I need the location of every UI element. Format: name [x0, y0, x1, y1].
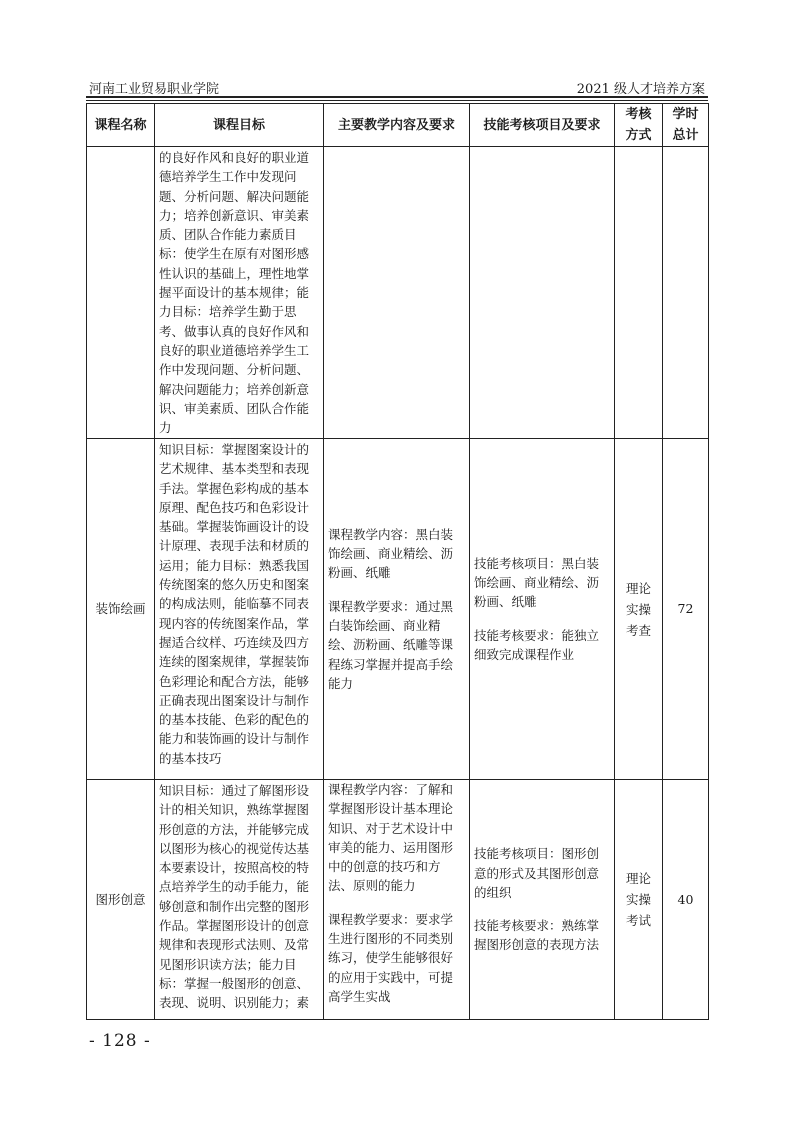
course-table	[86, 103, 709, 1020]
header-rule-thick	[86, 96, 708, 98]
header-rule-thin	[86, 100, 708, 101]
content-paragraph: 课程教学内容：黑白装饰绘画、商业精绘、沥粉画、纸雕	[328, 526, 454, 581]
paragraph-gap	[328, 896, 465, 910]
requirement-paragraph: 课程教学要求：要求学生进行图形的不同类别练习，使学生能够很好的应用于实践中，可提高学生实战	[328, 911, 454, 1004]
col-header-course-name: 课程名称	[87, 104, 155, 147]
content-cell	[324, 439, 470, 780]
hours-cell	[663, 147, 709, 439]
table-header-row	[87, 104, 709, 147]
col-header-content: 主要教学内容及要求	[324, 104, 470, 147]
skill-cell	[470, 147, 615, 439]
header-school-name: 河南工业贸易职业学院	[89, 82, 220, 97]
skill-cell	[470, 439, 615, 780]
course-name-cell: 装饰绘画	[87, 439, 155, 780]
col-header-assessment-mode: 考核方式	[615, 104, 663, 147]
course-goal-cell: 的良好作风和良好的职业道德培养学生工作中发现问题、分析问题、解决问题能力；培养创新意识、审美素质、团队合作能力素质目标：使学生在原有对图形感性认识的基础上，理性地掌握平面设计的基本规律；能力目标：培养学生勤于思考、做事认真的良好作风和良好的职业道德培养学生工作中发现问题、分析问题、解决问题能力；培养创新意识、审美素质、团队合作能力	[155, 147, 324, 439]
content-paragraph: 课程教学内容：了解和掌握图形设计基本理论知识、对于艺术设计中审美的能力、运用图形中的创意的技巧和方法、原则的能力	[328, 782, 454, 894]
paragraph-gap	[474, 612, 610, 626]
content-cell	[324, 780, 470, 1020]
course-name-cell: 图形创意	[87, 780, 155, 1020]
content-cell	[324, 147, 470, 439]
paragraph-gap	[328, 583, 465, 597]
skill-requirement-paragraph: 技能考核要求：能独立细致完成课程作业	[474, 627, 600, 662]
col-header-total-hours: 学时总计	[663, 104, 709, 147]
table-row	[87, 780, 709, 1020]
hours-cell: 40	[663, 780, 709, 1020]
col-header-course-goal: 课程目标	[155, 104, 324, 147]
skill-requirement-paragraph: 技能考核要求：熟练掌握图形创意的表现方法	[474, 918, 600, 953]
table-row	[87, 147, 709, 439]
course-goal-cell: 知识目标：通过了解图形设计的相关知识，熟练掌握图形创意的方法，并能够完成以图形为核心的视觉传达基本要素设计，按照高校的特点培养学生的动手能力，能够创意和制作出完整的图形作品。掌握图形设计的创意规律和表现形式法则、及常见图形识读方法；能力目标：掌握一般图形的创意、表现、说明、识别能力；素	[155, 780, 324, 1020]
assessment-mode-cell: 理论实操考查	[615, 439, 663, 780]
hours-cell: 72	[663, 439, 709, 780]
requirement-paragraph: 课程教学要求：通过黑白装饰绘画、商业精绘、沥粉画、纸雕等课程练习掌握并提高手绘能力	[328, 598, 454, 691]
assessment-mode-cell: 理论实操考试	[615, 780, 663, 1020]
skill-item-paragraph: 技能考核项目：黑白装饰绘画、商业精绘、沥粉画、纸雕	[474, 555, 600, 610]
skill-item-paragraph: 技能考核项目：图形创意的形式及其图形创意的组织	[474, 846, 600, 900]
header-document-title: 2021 级人才培养方案	[576, 82, 705, 97]
course-goal-cell: 知识目标：掌握图案设计的艺术规律、基本类型和表现手法。掌握色彩构成的基本原理、配色技巧和色彩设计基础。掌握装饰画设计的设计原理、表现手法和材质的运用；能力目标：熟悉我国传统图案的悠久历史和图案的构成法则，能临摹不同表现内容的传统图案作品，掌握适合纹样、巧连续及四方连续的图案规律，掌握装饰色彩理论和配合方法，能够正确表现出图案设计与制作的基本技能、色彩的配色的能力和装饰画的设计与制作的基本技巧	[155, 439, 324, 780]
paragraph-gap	[474, 902, 610, 916]
course-name-cell	[87, 147, 155, 439]
skill-cell	[470, 780, 615, 1020]
col-header-skill-assessment: 技能考核项目及要求	[470, 104, 615, 147]
table-row	[87, 439, 709, 780]
page-number: - 128 -	[89, 1031, 151, 1051]
assessment-mode-cell	[615, 147, 663, 439]
